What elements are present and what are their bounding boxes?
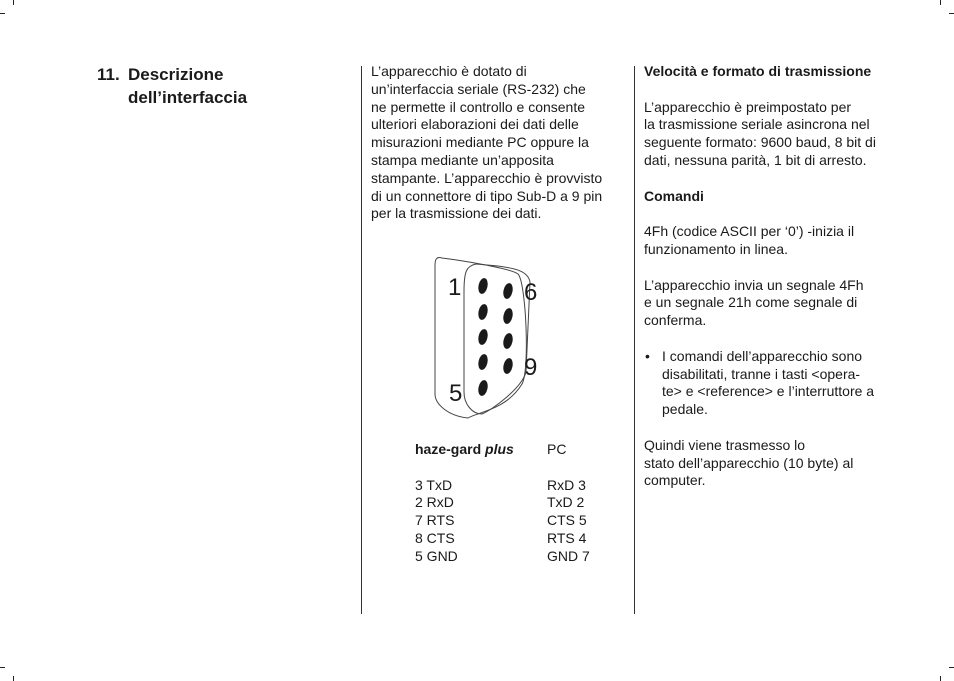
- pin: [502, 307, 514, 325]
- header-device-main: haze-gard: [415, 441, 486, 457]
- crop-mark: [0, 667, 5, 668]
- crop-mark: [949, 667, 954, 668]
- transmission-settings: [644, 63, 904, 490]
- section-title-line2: dell’interfaccia: [128, 88, 248, 107]
- text-line: misurazioni mediante PC oppure la: [371, 134, 589, 151]
- text-line: disabilitati, tranne i tasti <opera-: [662, 365, 861, 382]
- pin: [477, 328, 489, 346]
- pin-label-5: 5: [449, 380, 463, 407]
- header-device: [415, 441, 547, 459]
- bullet-item: [644, 348, 904, 419]
- device-pin: 8 CTS: [415, 529, 455, 546]
- text-line: L’apparecchio invia un segnale 4Fh: [644, 276, 864, 293]
- device-pin: 7 RTS: [415, 512, 455, 529]
- text-line: Quindi viene trasmesso lo: [644, 436, 806, 453]
- table-row: [415, 530, 590, 548]
- device-pin: 2 RxD: [415, 494, 454, 511]
- pin: [502, 357, 514, 375]
- text-line: te> e <reference> e l’interruttore a: [662, 383, 875, 400]
- pc-pin: TxD 2: [547, 494, 585, 511]
- pin: [502, 332, 514, 350]
- heading-line-1: [97, 63, 247, 86]
- section-title-line1: Descrizione: [128, 65, 224, 84]
- crop-mark: [13, 676, 14, 681]
- text-line: e un segnale 21h come segnale di: [644, 294, 858, 311]
- text-line: pedale.: [662, 401, 708, 418]
- pin-label-1: 1: [448, 274, 462, 301]
- crop-mark: [13, 0, 14, 5]
- table-row: [415, 512, 590, 530]
- pc-pin: GND 7: [547, 547, 590, 564]
- pc-pin: RTS 4: [547, 529, 587, 546]
- pc-pin: RxD 3: [547, 476, 586, 493]
- pin: [477, 379, 489, 397]
- device-pin: 5 GND: [415, 547, 458, 564]
- text-line: per la trasmissione dei dati.: [371, 205, 542, 222]
- pin: [477, 303, 489, 321]
- text-line: conferma.: [644, 312, 707, 329]
- pin: [477, 277, 489, 295]
- crop-mark: [949, 13, 954, 14]
- section-number: 11.: [97, 65, 120, 84]
- text-line: di un connettore di tipo Sub-D a 9 pin: [371, 187, 603, 204]
- header-device-italic: plus: [485, 441, 514, 457]
- subd9-connector-diagram: [418, 252, 558, 422]
- text-line: I comandi dell’apparecchio sono: [662, 347, 863, 364]
- text-line: stampante. L’apparecchio è provvisto: [371, 169, 603, 186]
- text-line: ne permette il controllo e consente: [371, 98, 586, 115]
- text-line: funzionamento in linea.: [644, 240, 788, 257]
- table-row: [415, 494, 590, 512]
- crop-mark: [940, 0, 941, 5]
- text-line: L’apparecchio è preimpostato per: [644, 98, 852, 115]
- header-pc: PC: [547, 441, 567, 457]
- text-line: computer.: [644, 472, 706, 489]
- pin: [477, 353, 489, 371]
- text-line: ulteriori elaborazioni dei dati delle: [371, 116, 579, 133]
- table-header-row: [415, 441, 590, 459]
- column-divider: [361, 66, 362, 614]
- text-line: seguente formato: 9600 baud, 8 bit di: [644, 134, 876, 151]
- pin-assignment-table: [415, 441, 590, 566]
- subheading-transmission: Velocità e formato di trasmissione: [644, 63, 872, 79]
- pin-label-9: 9: [524, 354, 538, 381]
- pin-label-6: 6: [524, 279, 538, 306]
- crop-mark: [0, 13, 5, 14]
- interface-description: [371, 63, 626, 223]
- crop-mark: [940, 676, 941, 681]
- text-line: 4Fh (codice ASCII per ‘0’) -inizia il: [644, 223, 855, 240]
- connector-inner-outline: [464, 264, 530, 414]
- text-line: dati, nessuna parità, 1 bit di arresto.: [644, 151, 867, 168]
- column-divider: [634, 66, 635, 614]
- text-line: un’interfaccia seriale (RS-232) che: [371, 80, 586, 97]
- text-line: la trasmissione seriale asincrona nel: [644, 116, 870, 133]
- subheading-commands: Comandi: [644, 187, 704, 204]
- device-pin: 3 TxD: [415, 476, 453, 493]
- text-line: stato dell’apparecchio (10 byte) al: [644, 454, 854, 471]
- pin: [502, 282, 514, 300]
- table-row: [415, 548, 590, 566]
- text-line: stampa mediante un’apposita: [371, 151, 554, 168]
- pc-pin: CTS 5: [547, 512, 587, 529]
- text-line: L’apparecchio è dotato di: [371, 63, 527, 79]
- bullet-symbol: •: [645, 347, 650, 364]
- section-heading: [97, 63, 247, 109]
- table-row: [415, 477, 590, 495]
